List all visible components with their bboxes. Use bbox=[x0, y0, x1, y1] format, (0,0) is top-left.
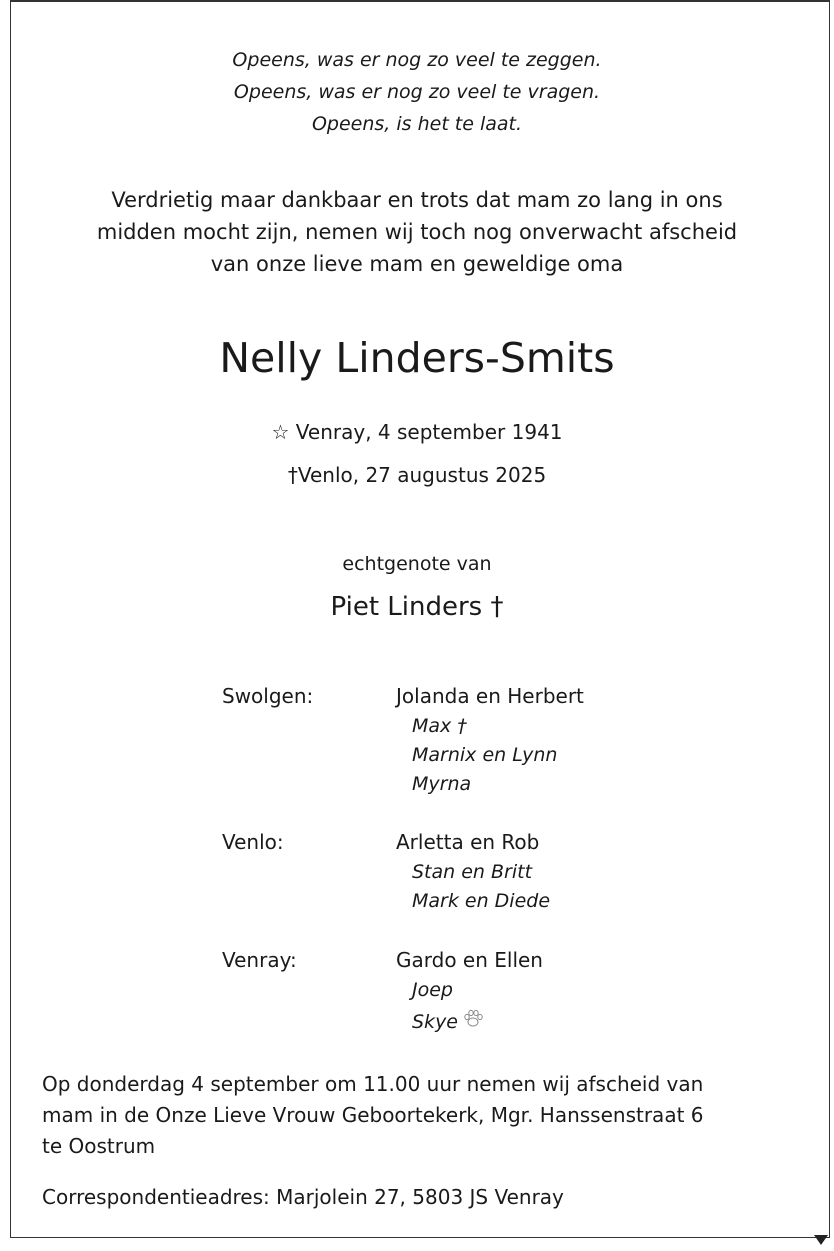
family-main: Arletta en Rob bbox=[396, 830, 540, 854]
scroll-down-arrow-icon[interactable] bbox=[814, 1235, 828, 1245]
deceased-name: Nelly Linders-Smits bbox=[219, 334, 615, 382]
poem-line: Opeens, is het te laat. bbox=[311, 113, 523, 135]
correspondence-address: Correspondentieadres: Marjolein 27, 5803 JS Venray bbox=[42, 1185, 564, 1209]
funeral-line: Op donderdag 4 september om 11.00 uur nemen wij afscheid van bbox=[42, 1072, 704, 1096]
intro-line: van onze lieve mam en geweldige oma bbox=[210, 252, 624, 276]
grandchild: Mark en Diede bbox=[412, 890, 551, 912]
cross-icon: † bbox=[287, 463, 298, 487]
intro-line: midden mocht zijn, nemen wij toch nog onverwacht afscheid bbox=[96, 220, 738, 244]
spouse-label: echtgenote van bbox=[342, 553, 492, 575]
intro-text bbox=[0, 184, 834, 280]
family-place: Venray: bbox=[222, 948, 297, 972]
family-main: Gardo en Ellen bbox=[396, 948, 543, 972]
grandchild: Myrna bbox=[412, 773, 472, 795]
paw-icon bbox=[462, 1008, 484, 1035]
death-date: Venlo, 27 augustus 2025 bbox=[297, 463, 547, 487]
grandchild: Skye bbox=[412, 1011, 458, 1033]
star-icon: ☆ bbox=[271, 420, 290, 444]
spouse-line bbox=[0, 592, 834, 622]
poem-line: Opeens, was er nog zo veel te vragen. bbox=[233, 81, 601, 103]
funeral-info bbox=[42, 1069, 802, 1162]
family-main: Jolanda en Herbert bbox=[396, 684, 584, 708]
cross-icon: † bbox=[490, 592, 504, 622]
grandchild: Marnix en Lynn bbox=[412, 744, 558, 766]
funeral-line: te Oostrum bbox=[42, 1134, 156, 1158]
grandchild-row bbox=[412, 1008, 484, 1035]
intro-line: Verdrietig maar dankbaar en trots dat mam zo lang in ons bbox=[111, 188, 723, 212]
grandchild: Max † bbox=[412, 715, 467, 737]
family-place: Venlo: bbox=[222, 830, 284, 854]
family-place: Swolgen: bbox=[222, 684, 314, 708]
grandchild: Joep bbox=[412, 979, 453, 1001]
birth-date: Venray, 4 september 1941 bbox=[295, 420, 563, 444]
funeral-line: mam in de Onze Lieve Vrouw Geboortekerk, Mgr. Hanssenstraat 6 bbox=[42, 1103, 704, 1127]
spouse-name: Piet Linders bbox=[330, 592, 483, 622]
poem bbox=[0, 44, 834, 140]
poem-line: Opeens, was er nog zo veel te zeggen. bbox=[232, 49, 602, 71]
grandchild: Stan en Britt bbox=[412, 861, 533, 883]
birth-line bbox=[0, 420, 834, 444]
death-line bbox=[0, 463, 834, 487]
